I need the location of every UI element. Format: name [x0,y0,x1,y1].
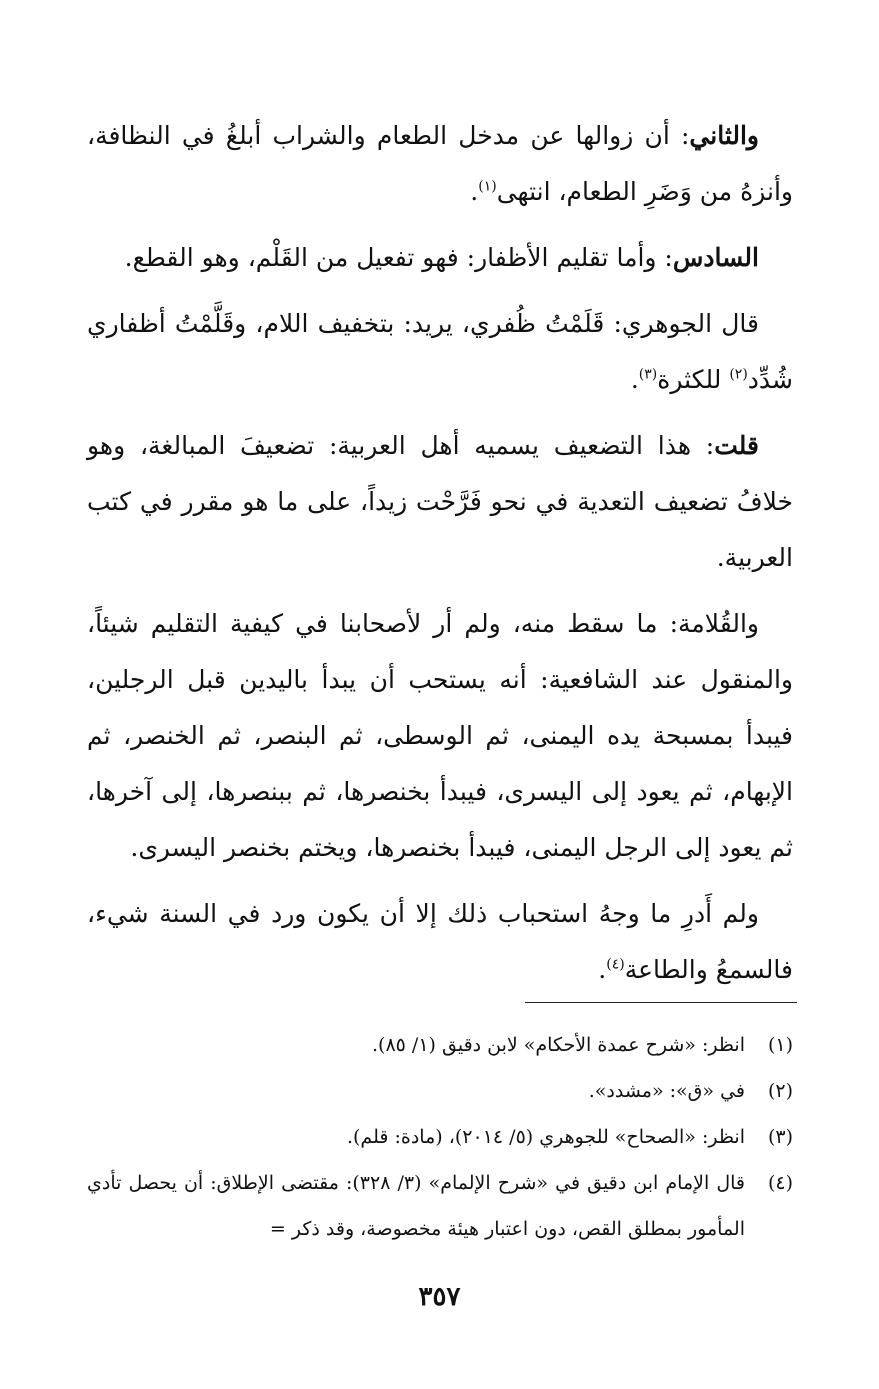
paragraph-text: والقُلامة: ما سقط منه، ولم أر لأصحابنا في كيفية التقليم شيئاً، والمنقول عند الشافعية: أنه يستحب أن يبدأ باليدين قبل الرجلين، فيبدأ بمسبحة يده اليمنى، ثم الوسطى، ثم البنصر، ثم الخنصر، ثم الإبهام، ثم يعود إلى اليسرى، فيبدأ بخنصرها، ثم ببنصرها، إلى آخرها، ثم يعود إلى الرجل اليمنى، فيبدأ بخنصرها، ويختم بخنصر اليسرى. [87,609,793,862]
paragraph-text: للكثرة [657,365,730,394]
footnote-number: (٣) [767,1126,793,1148]
paragraph-text: : وأما تقليم الأظفار: فهو تفعيل من القَلْم، وهو القطع. [124,243,673,272]
footnote-ref-4[interactable]: (٤) [606,956,625,973]
paragraph-text: . [598,955,607,984]
paragraph-qultu [87,418,793,586]
footnote-divider [525,1002,797,1003]
footnotes [87,1022,793,1252]
paragraph-jawhari [87,296,793,408]
footnote-text: قال الإمام ابن دقيق في «شرح الإلمام» (٣/ ٣٢٨): مقتضى الإطلاق: أن يحصل تأدي المأمور بمطلق القص، دون اعتبار هيئة مخصوصة، وقد ذكر = [87,1172,746,1240]
footnote-ref-2[interactable]: (٢) [729,366,748,383]
paragraph-text: . [630,365,639,394]
footnote-item [87,1114,793,1160]
paragraph-lead: السادس [672,243,759,272]
paragraph-lead: والثاني [689,121,759,150]
paragraph-text: . [470,177,479,206]
page-number: ٣٥٧ [418,1282,461,1312]
footnote-number: (٢) [767,1080,793,1102]
footnote-item [87,1022,793,1068]
paragraph-lead: قلت [714,431,759,460]
footnote-number: (٤) [767,1172,793,1194]
paragraph-text: قال الجوهري: قَلَمْتُ ظُفري، يريد: بتخفيف اللام، وقَلَّمْتُ أظفاري شُدِّد [87,309,793,394]
paragraph-text: ولم أَدرِ ما وجهُ استحباب ذلك إلا أن يكون ورد في السنة شيء، فالسمعُ والطاعة [87,899,793,984]
footnote-ref-1[interactable]: (١) [478,178,497,195]
footnote-text: انظر: «شرح عمدة الأحكام» لابن دقيق (١/ ٨٥). [371,1034,745,1056]
paragraph-qulama [87,596,793,876]
footnote-text: انظر: «الصحاح» للجوهري (٥/ ٢٠١٤)، (مادة: قلم). [346,1126,745,1148]
footnote-item [87,1160,793,1252]
footnote-text: في «ق»: «مشدد». [588,1080,745,1102]
paragraph-sixth [87,230,793,286]
footnote-number: (١) [767,1034,793,1056]
paragraph-second [87,108,793,220]
paragraph-text: : أن زوالها عن مدخل الطعام والشراب أبلغُ في النظافة، وأنزهُ من وَضَرِ الطعام، انتهى [87,121,793,206]
paragraph-text: : هذا التضعيف يسميه أهل العربية: تضعيفَ المبالغة، وهو خلافُ تضعيف التعدية في نحو فَرَّحْت زيداً، على ما هو مقرر في كتب العربية. [87,431,793,572]
paragraph-closing [87,886,793,998]
footnote-item [87,1068,793,1114]
footnote-ref-3[interactable]: (٣) [638,366,658,383]
main-text [87,108,793,1008]
